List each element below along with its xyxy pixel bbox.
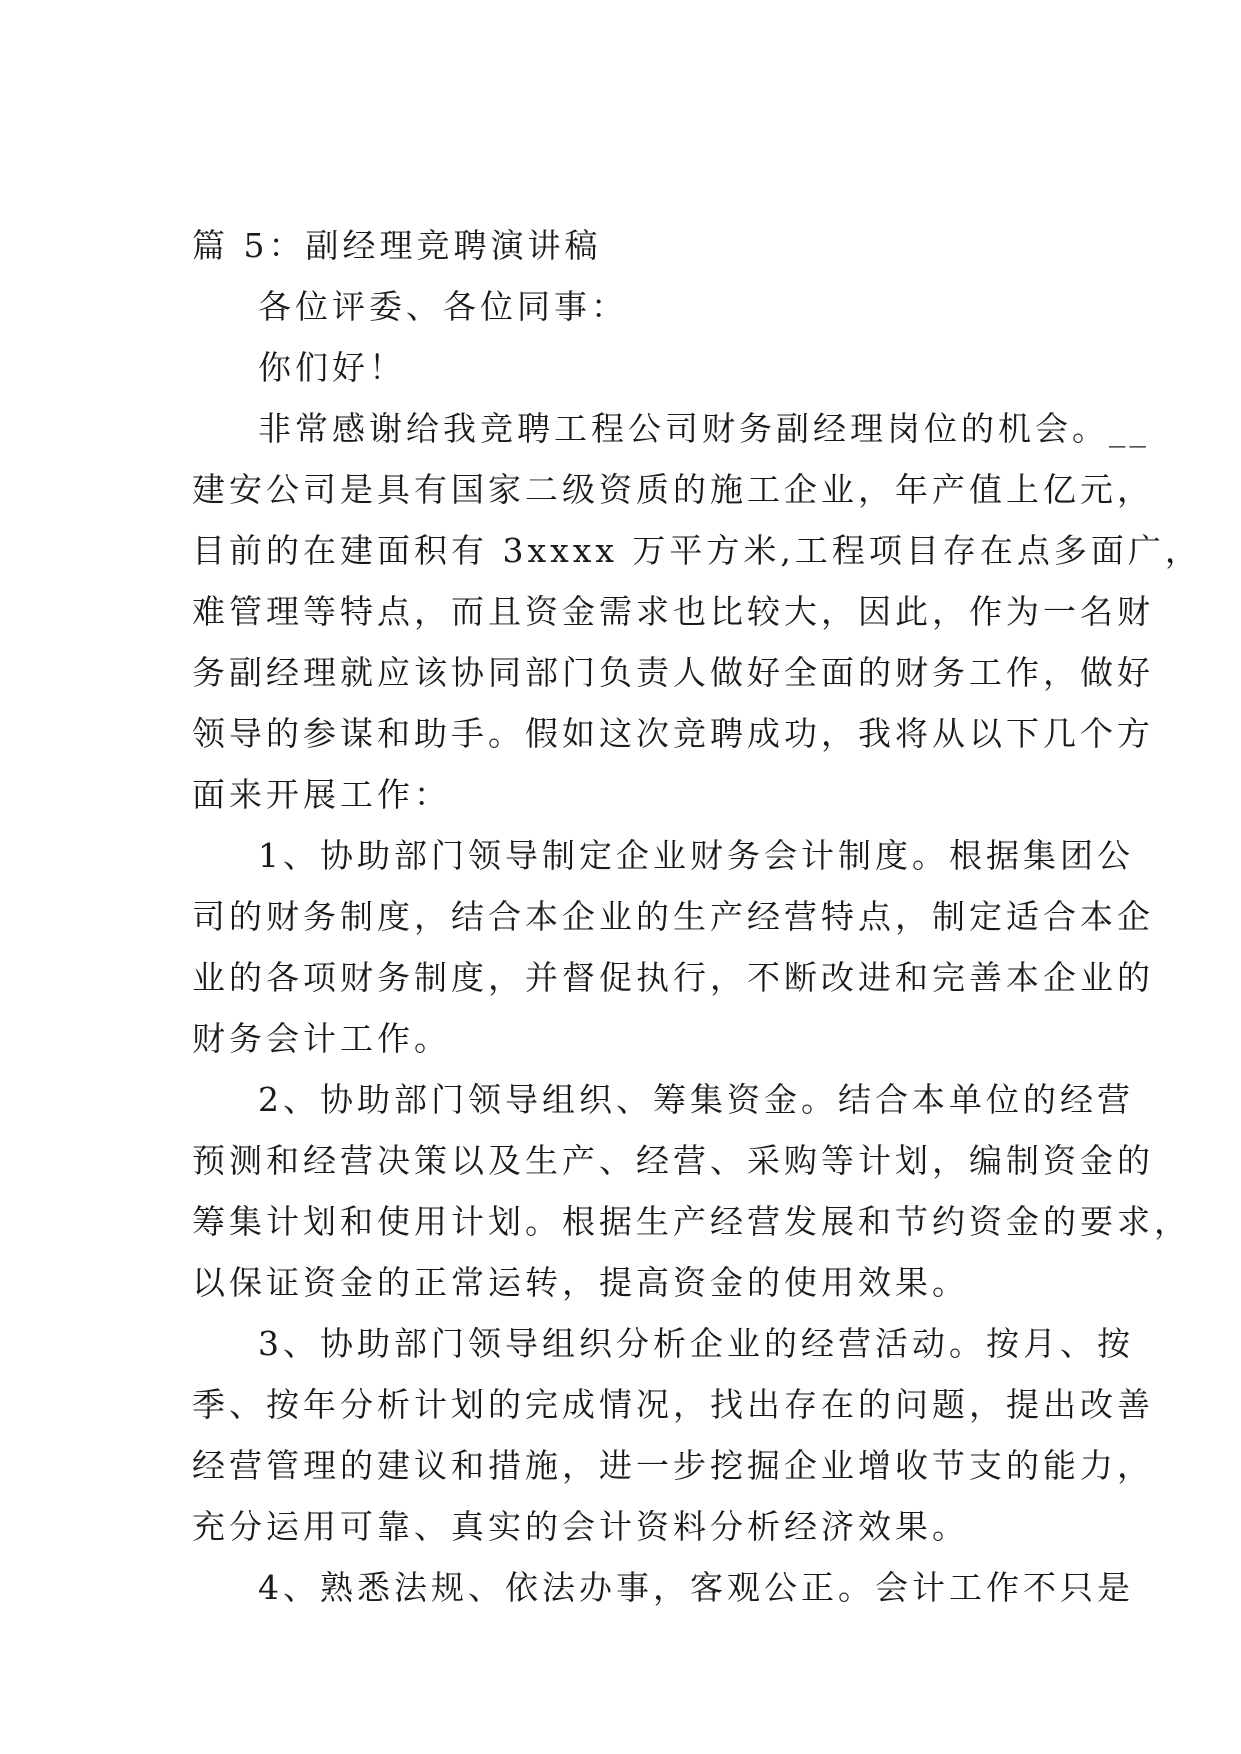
paragraph-line: 1、协助部门领导制定企业财务会计制度。根据集团公	[258, 836, 1134, 875]
paragraph-line: 建安公司是具有国家二级资质的施工企业，年产值上亿元，	[192, 470, 1154, 509]
paragraph-line: 面来开展工作：	[192, 775, 451, 814]
document-title: 篇 5：副经理竞聘演讲稿	[192, 226, 602, 265]
paragraph-line: 经营管理的建议和措施，进一步挖掘企业增收节支的能力，	[192, 1446, 1154, 1485]
paragraph-line: 2、协助部门领导组织、筹集资金。结合本单位的经营	[258, 1080, 1134, 1119]
paragraph-line: 以保证资金的正常运转，提高资金的使用效果。	[192, 1263, 969, 1302]
paragraph-line: 预测和经营决策以及生产、经营、采购等计划，编制资金的	[192, 1141, 1154, 1180]
paragraph-line: 务副经理就应该协同部门负责人做好全面的财务工作，做好	[192, 653, 1154, 692]
paragraph-line: 非常感谢给我竞聘工程公司财务副经理岗位的机会。__	[258, 409, 1150, 448]
paragraph-line: 司的财务制度，结合本企业的生产经营特点，制定适合本企	[192, 897, 1154, 936]
paragraph-line: 3、协助部门领导组织分析企业的经营活动。按月、按	[258, 1324, 1134, 1363]
paragraph-line: 领导的参谋和助手。假如这次竞聘成功，我将从以下几个方	[192, 714, 1154, 753]
paragraph-line: 目前的在建面积有 3xxxx 万平方米,工程项目存在点多面广，	[192, 531, 1202, 570]
paragraph-line: 业的各项财务制度，并督促执行，不断改进和完善本企业的	[192, 958, 1154, 997]
paragraph-line: 筹集计划和使用计划。根据生产经营发展和节约资金的要求，	[192, 1202, 1191, 1241]
paragraph-line: 充分运用可靠、真实的会计资料分析经济效果。	[192, 1507, 969, 1546]
paragraph-line: 难管理等特点，而且资金需求也比较大，因此，作为一名财	[192, 592, 1154, 631]
salutation: 各位评委、各位同事：	[258, 287, 628, 326]
greeting: 你们好！	[258, 348, 406, 387]
paragraph-line: 4、熟悉法规、依法办事，客观公正。会计工作不只是	[258, 1568, 1134, 1607]
paragraph-line: 财务会计工作。	[192, 1019, 451, 1058]
paragraph-line: 季、按年分析计划的完成情况，找出存在的问题，提出改善	[192, 1385, 1154, 1424]
